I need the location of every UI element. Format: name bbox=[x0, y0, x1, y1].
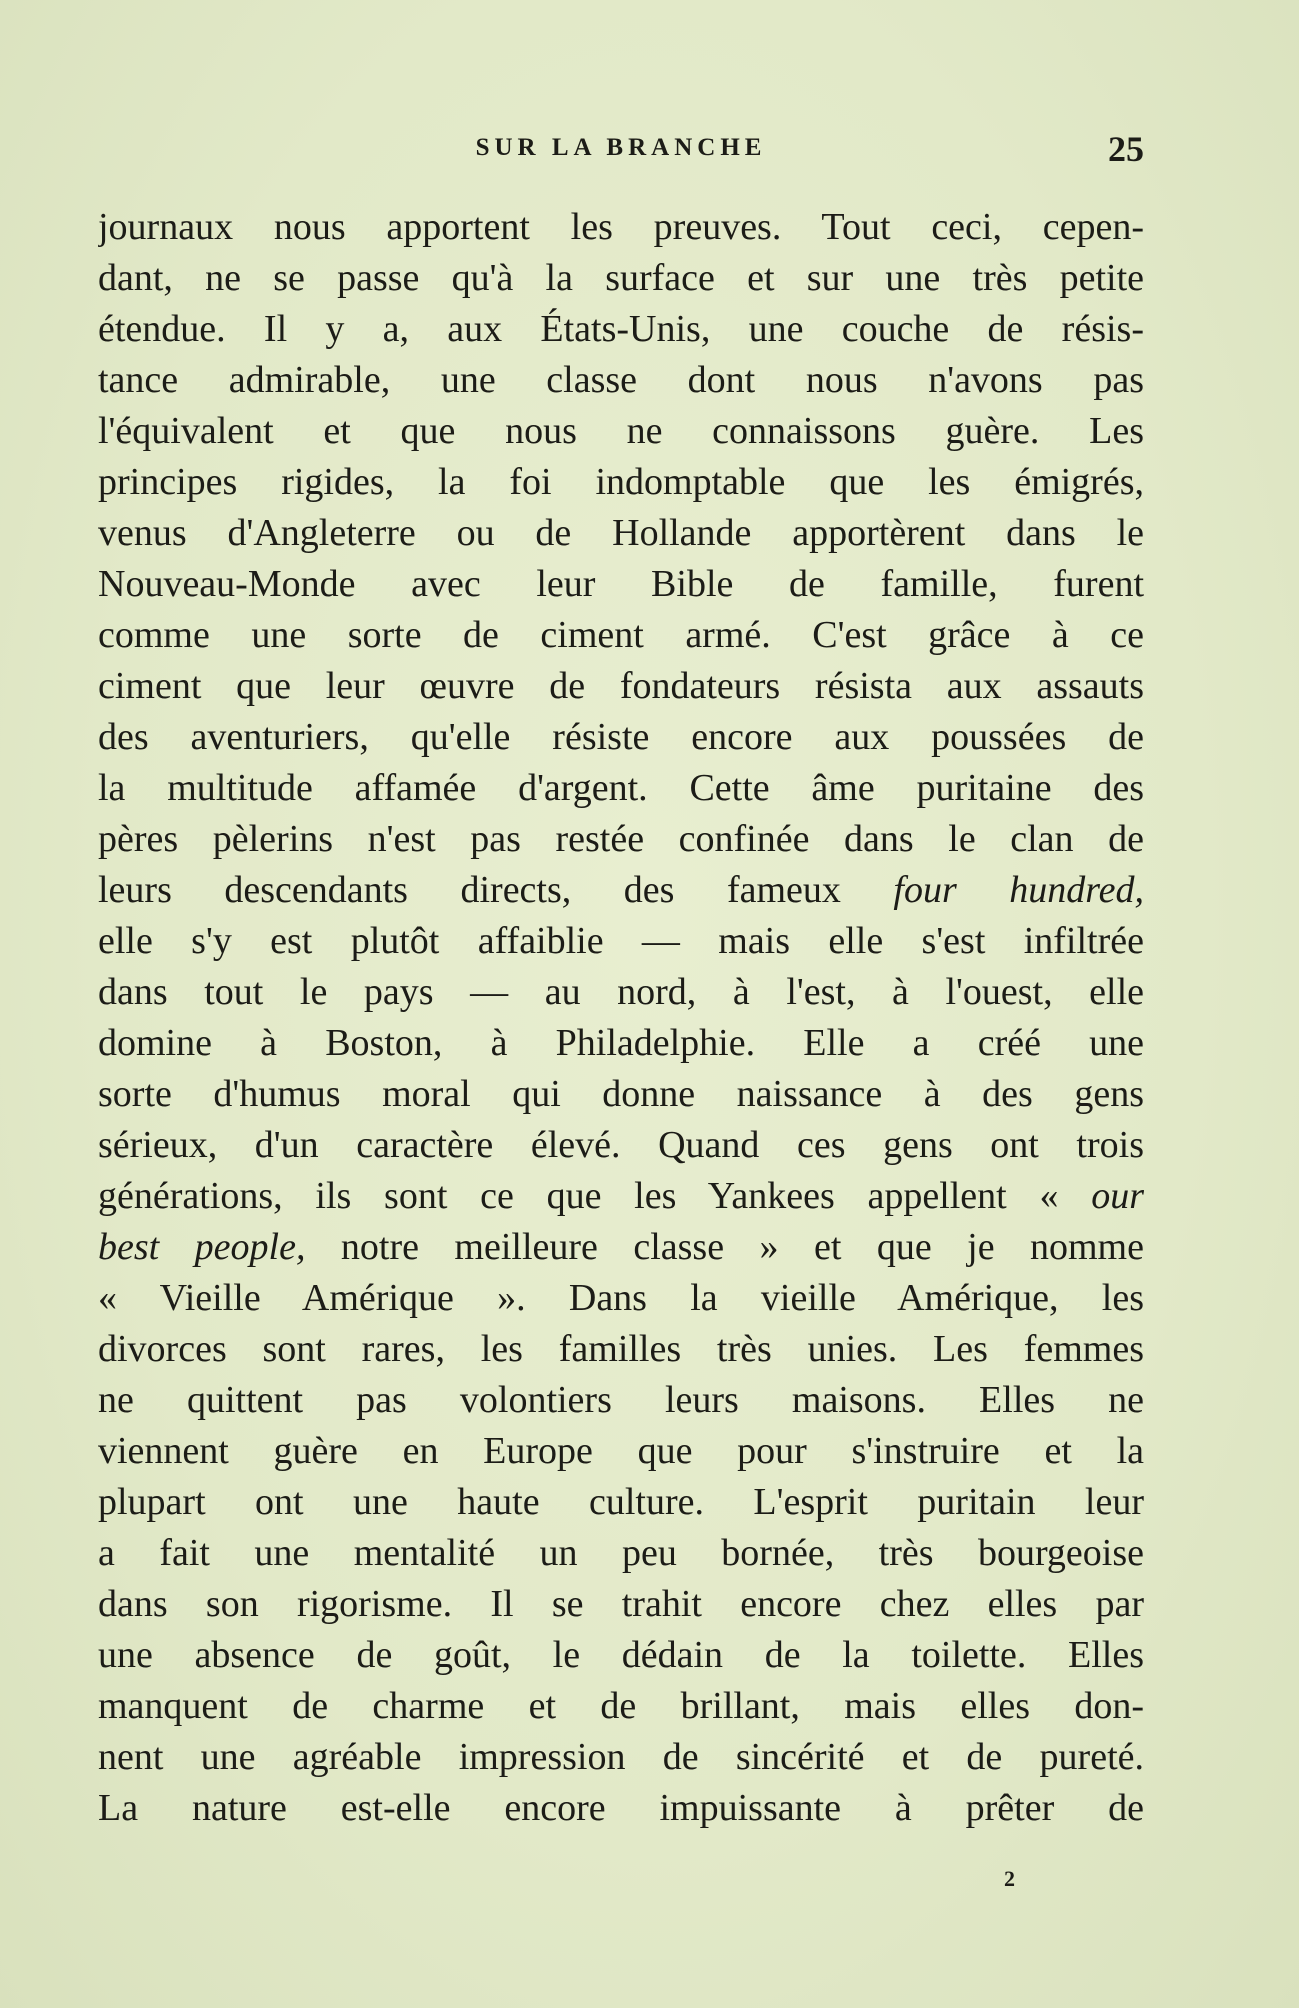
text-segment: nent une agréable impression de sincérité et de pureté. bbox=[98, 1736, 1144, 1778]
text-segment: ciment que leur œuvre de fondateurs résista aux assauts bbox=[98, 665, 1144, 707]
text-line bbox=[98, 202, 1144, 253]
text-segment: viennent guère en Europe que pour s'instruire et la bbox=[98, 1430, 1144, 1472]
text-line bbox=[98, 865, 1144, 916]
text-segment: venus d'Angleterre ou de Hollande apportèrent dans le bbox=[98, 512, 1144, 554]
text-line bbox=[98, 1732, 1144, 1783]
text-line bbox=[98, 457, 1144, 508]
running-head bbox=[98, 128, 1144, 172]
text-line bbox=[98, 1171, 1144, 1222]
text-segment: journaux nous apportent les preuves. Tout ceci, cepen- bbox=[98, 206, 1144, 248]
text-line bbox=[98, 1477, 1144, 1528]
text-segment: comme une sorte de ciment armé. C'est grâce à ce bbox=[98, 614, 1144, 656]
text-line bbox=[98, 712, 1144, 763]
text-line bbox=[98, 1018, 1144, 1069]
text-segment: plupart ont une haute culture. L'esprit puritain leur bbox=[98, 1481, 1144, 1523]
text-line bbox=[98, 1069, 1144, 1120]
text-segment: Nouveau-Monde avec leur Bible de famille, furent bbox=[98, 563, 1144, 605]
text-line bbox=[98, 1324, 1144, 1375]
text-segment: sérieux, d'un caractère élevé. Quand ces gens ont trois bbox=[98, 1124, 1144, 1166]
italic-text: best people, bbox=[98, 1226, 306, 1268]
text-line bbox=[98, 967, 1144, 1018]
text-segment: des aventuriers, qu'elle résiste encore aux poussées de bbox=[98, 716, 1144, 758]
text-line bbox=[98, 1375, 1144, 1426]
italic-text: our bbox=[1091, 1175, 1144, 1217]
text-segment: la multitude affamée d'argent. Cette âme puritaine des bbox=[98, 767, 1144, 809]
text-segment: La nature est-elle encore impuissante à prêter de bbox=[98, 1787, 1144, 1829]
text-line bbox=[98, 814, 1144, 865]
page-number: 25 bbox=[1108, 129, 1144, 169]
text-segment: dans tout le pays — au nord, à l'est, à l'ouest, elle bbox=[98, 971, 1144, 1013]
text-line bbox=[98, 1579, 1144, 1630]
text-segment: elle s'y est plutôt affaiblie — mais elle s'est infiltrée bbox=[98, 920, 1144, 962]
text-segment: une absence de goût, le dédain de la toilette. Elles bbox=[98, 1634, 1144, 1676]
text-segment: générations, ils sont ce que les Yankees appellent « bbox=[98, 1175, 1092, 1217]
text-segment: pères pèlerins n'est pas restée confinée dans le clan de bbox=[98, 818, 1144, 860]
text-line bbox=[98, 1120, 1144, 1171]
text-line bbox=[98, 355, 1144, 406]
text-segment: manquent de charme et de brillant, mais elles don- bbox=[98, 1685, 1144, 1727]
text-line bbox=[98, 763, 1144, 814]
text-segment: tance admirable, une classe dont nous n'avons pas bbox=[98, 359, 1144, 401]
signature-mark: 2 bbox=[1004, 1866, 1015, 1891]
text-line bbox=[98, 1528, 1144, 1579]
body-text bbox=[98, 202, 1144, 1834]
text-segment: « Vieille Amérique ». Dans la vieille Amérique, les bbox=[98, 1277, 1144, 1319]
text-segment: sorte d'humus moral qui donne naissance à des gens bbox=[98, 1073, 1144, 1115]
text-line bbox=[98, 1426, 1144, 1477]
text-line bbox=[98, 916, 1144, 967]
text-segment: leurs descendants directs, des fameux bbox=[98, 869, 894, 911]
text-line bbox=[98, 406, 1144, 457]
text-segment: a fait une mentalité un peu bornée, très bourgeoise bbox=[98, 1532, 1144, 1574]
text-line bbox=[98, 1681, 1144, 1732]
text-line bbox=[98, 253, 1144, 304]
text-segment: notre meilleure classe » et que je nomme bbox=[305, 1226, 1144, 1268]
text-line bbox=[98, 610, 1144, 661]
text-line bbox=[98, 304, 1144, 355]
text-segment: l'équivalent et que nous ne connaissons guère. Les bbox=[98, 410, 1144, 452]
text-segment: étendue. Il y a, aux États-Unis, une couche de résis- bbox=[98, 308, 1144, 350]
text-segment: domine à Boston, à Philadelphie. Elle a créé une bbox=[98, 1022, 1144, 1064]
text-line bbox=[98, 1783, 1144, 1834]
text-segment: ne quittent pas volontiers leurs maisons. Elles ne bbox=[98, 1379, 1144, 1421]
text-line bbox=[98, 1630, 1144, 1681]
text-segment: dans son rigorisme. Il se trahit encore chez elles par bbox=[98, 1583, 1144, 1625]
text-segment: dant, ne se passe qu'à la surface et sur une très petite bbox=[98, 257, 1144, 299]
italic-text: four hundred, bbox=[893, 869, 1144, 911]
running-title: SUR LA BRANCHE bbox=[475, 134, 767, 161]
text-line bbox=[98, 559, 1144, 610]
text-segment: divorces sont rares, les familles très unies. Les femmes bbox=[98, 1328, 1144, 1370]
text-line bbox=[98, 661, 1144, 712]
text-line bbox=[98, 1273, 1144, 1324]
text-line bbox=[98, 1222, 1144, 1273]
text-line bbox=[98, 508, 1144, 559]
text-segment: principes rigides, la foi indomptable que les émigrés, bbox=[98, 461, 1144, 503]
